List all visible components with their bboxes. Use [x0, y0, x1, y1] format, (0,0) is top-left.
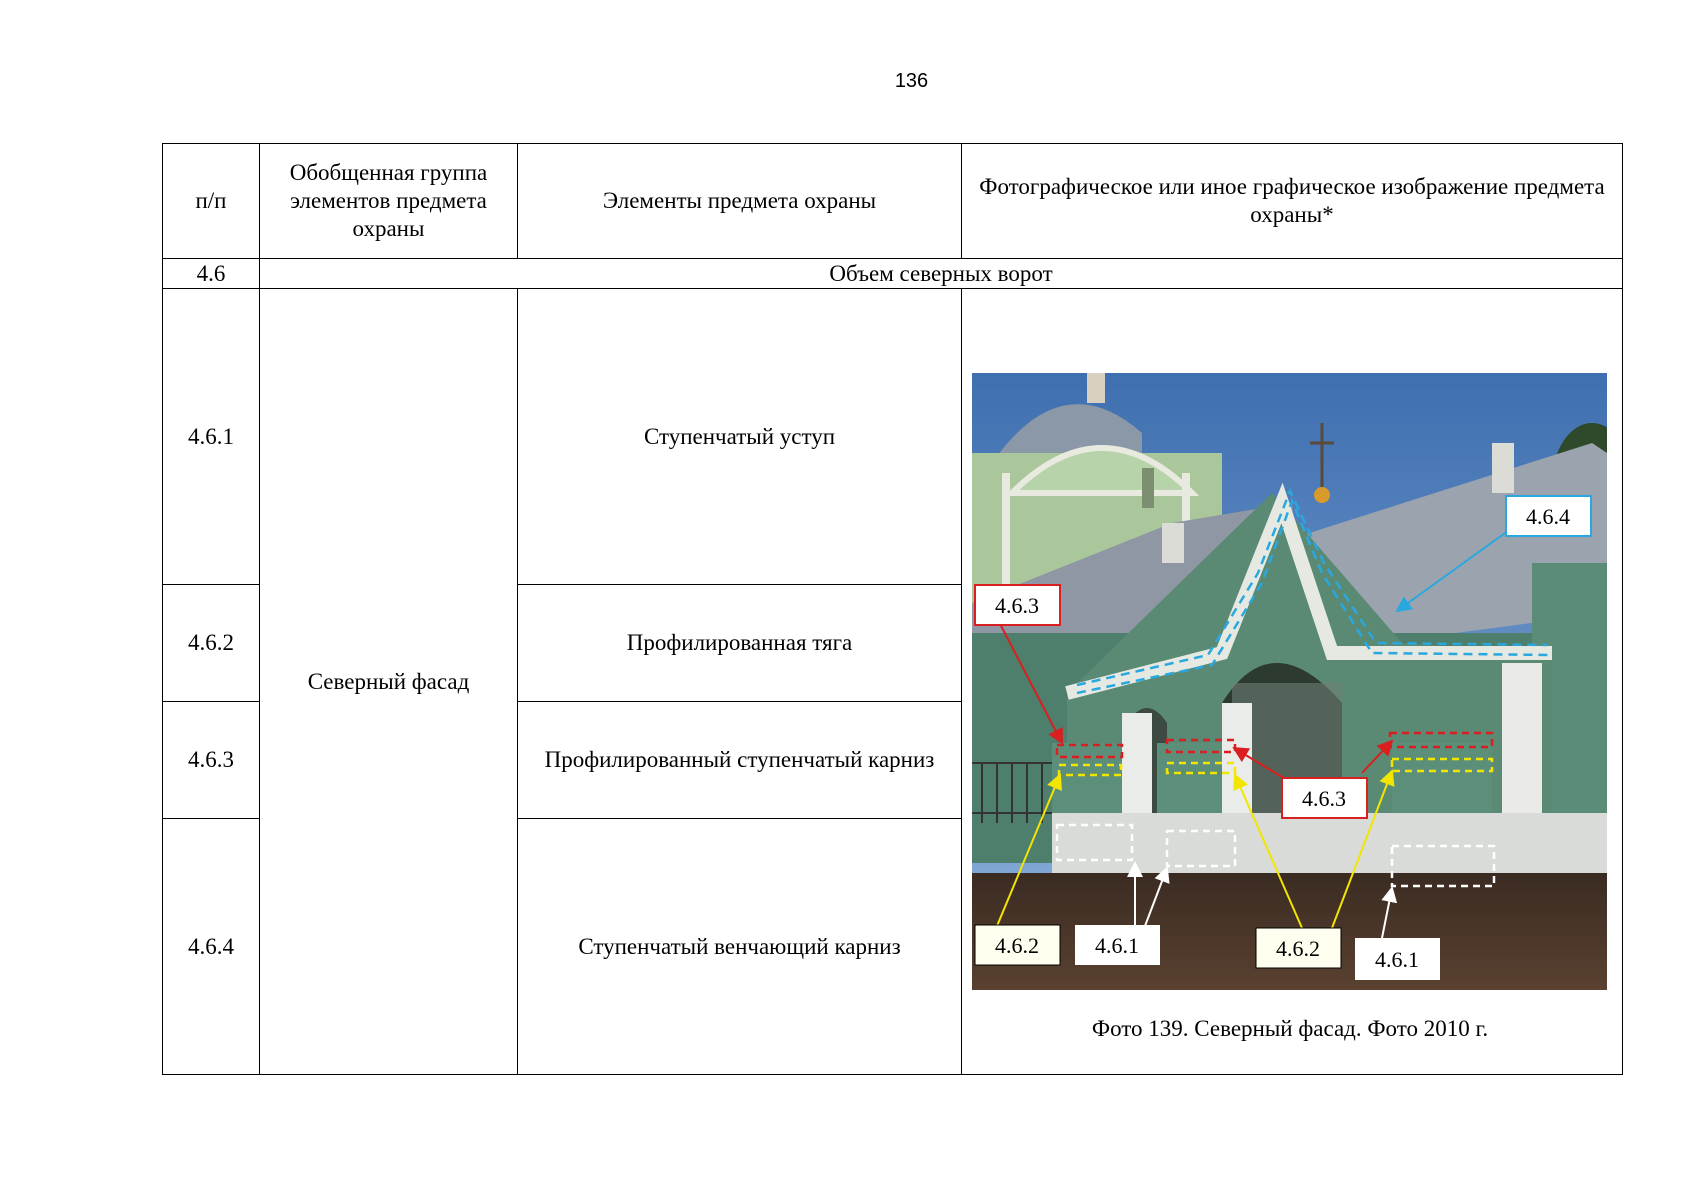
row-element-464: Ступенчатый венчающий карниз	[518, 819, 962, 1075]
section-num: 4.6	[163, 259, 260, 289]
header-num: п/п	[163, 144, 260, 259]
section-title: Объем северных ворот	[260, 259, 1623, 289]
row-num-463: 4.6.3	[163, 702, 260, 819]
row-element-463: Профилированный ступенчатый карниз	[518, 702, 962, 819]
svg-text:4.6.2: 4.6.2	[1276, 936, 1320, 961]
page-number: 136	[894, 70, 929, 92]
svg-text:4.6.4: 4.6.4	[1526, 504, 1570, 529]
photo-caption: Фото 139. Северный фасад. Фото 2010 г.	[1091, 1016, 1489, 1041]
gate-photo-illustration	[972, 373, 1607, 990]
row-element-462: Профилированная тяга	[518, 585, 962, 702]
label-463-right	[1282, 778, 1367, 818]
photo-cell	[962, 289, 1623, 1075]
svg-text:4.6.2: 4.6.2	[995, 933, 1039, 958]
header-image: Фотографическое или иное графическое изображение предмета охраны*	[962, 144, 1623, 259]
row-num-461: 4.6.1	[163, 289, 260, 585]
row-element-461: Ступенчатый уступ	[518, 289, 962, 585]
section-row	[163, 259, 1623, 289]
gate-photo	[972, 373, 1607, 990]
row-num-464: 4.6.4	[163, 819, 260, 1075]
header-row	[163, 144, 1623, 259]
label-461-right	[1355, 938, 1440, 980]
protection-table	[162, 143, 1623, 1075]
label-464	[1506, 496, 1591, 536]
header-elements: Элементы предмета охраны	[518, 144, 962, 259]
svg-text:4.6.1: 4.6.1	[1375, 947, 1419, 972]
group-name: Северный фасад	[260, 289, 518, 1075]
label-462-left	[975, 925, 1060, 965]
label-462-right	[1256, 928, 1341, 968]
svg-text:4.6.3: 4.6.3	[995, 593, 1039, 618]
svg-text:4.6.3: 4.6.3	[1302, 786, 1346, 811]
label-463-left	[975, 585, 1060, 625]
svg-text:4.6.1: 4.6.1	[1095, 933, 1139, 958]
row-num-462: 4.6.2	[163, 585, 260, 702]
table-row	[163, 289, 1623, 585]
header-group: Обобщенная группа элементов предмета охраны	[260, 144, 518, 259]
label-461-left	[1075, 925, 1160, 965]
